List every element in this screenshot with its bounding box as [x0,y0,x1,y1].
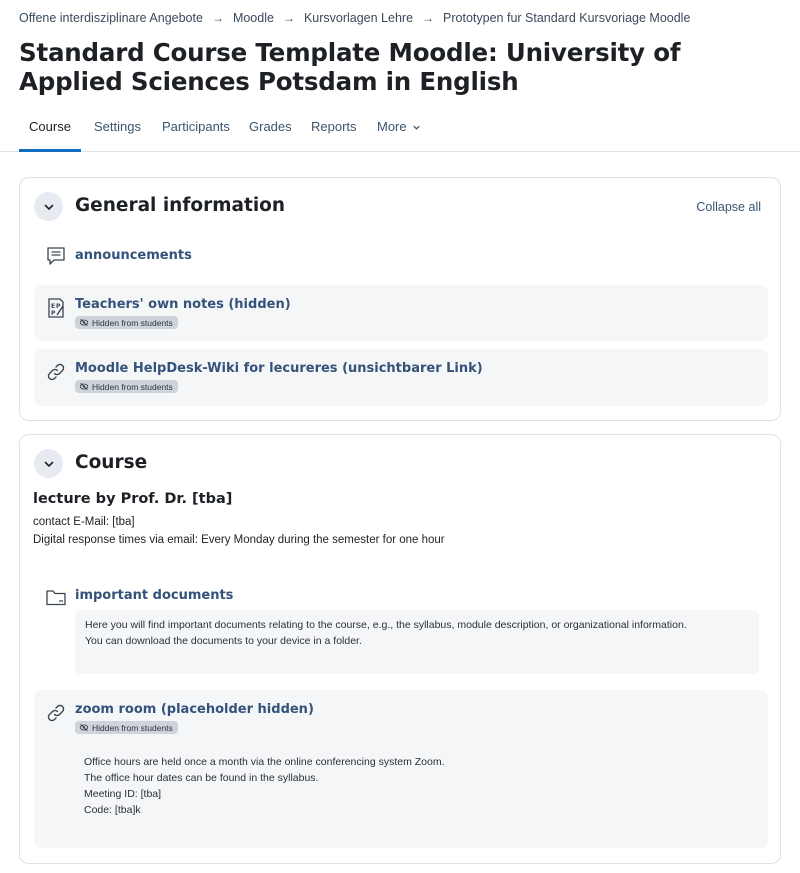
eye-slash-icon [79,382,89,391]
description-line: Office hours are held once a month via the online conferencing system Zoom. [84,756,445,768]
link-icon [45,361,67,383]
activity-description [75,610,759,674]
activity-announcements [34,233,768,273]
chevron-down-icon [42,200,56,214]
tab-settings[interactable]: Settings [94,119,141,134]
section-title: Course [75,452,148,473]
hidden-badge [75,721,178,734]
hidden-badge-label: Hidden from students [92,381,173,392]
hidden-badge-label: Hidden from students [92,317,173,328]
svg-text:P: P [56,303,61,310]
folder-icon [45,586,67,608]
breadcrumb [19,11,690,25]
activity-link[interactable]: Moodle HelpDesk-Wiki for lecureres (unsichtbarer Link) [75,361,483,376]
breadcrumb-item[interactable]: Prototypen fur Standard Kursvoriage Moodle [443,11,691,25]
activity-important-documents [34,576,768,676]
eye-slash-icon [79,318,89,327]
section-course [19,434,781,864]
svg-text:P: P [51,310,56,317]
description-line: Meeting ID: [tba] [84,788,162,800]
section-title: General information [75,195,286,216]
breadcrumb-item[interactable]: Kursvorlagen Lehre [303,11,414,25]
description-line: Code: [tba]k [84,804,141,816]
activity-link[interactable]: announcements [75,248,192,263]
hidden-badge-label: Hidden from students [92,722,173,733]
svg-text:E: E [51,303,56,310]
forum-icon [45,245,67,267]
activity-link[interactable]: important documents [75,588,234,603]
tab-grades[interactable]: Grades [249,119,292,134]
breadcrumb-item[interactable]: Offene interdisziplinare Angebote [19,11,203,25]
notes-icon [45,297,67,319]
chevron-down-icon [412,123,421,132]
arrow-right-icon: → [422,11,435,25]
section-general-information [19,177,781,421]
arrow-right-icon: → [211,11,224,25]
tab-course[interactable]: Course [19,108,81,152]
tab-reports[interactable]: Reports [311,119,357,134]
link-icon [45,702,67,724]
activity-link[interactable]: Teachers' own notes (hidden) [75,297,291,312]
page-title: Standard Course Template Moodle: University of Applied Sciences Potsdam in English [19,38,681,96]
hidden-badge [75,380,178,393]
arrow-right-icon: → [282,11,295,25]
tab-more[interactable] [377,108,421,152]
tab-participants[interactable]: Participants [162,119,230,134]
tab-more-label: More [377,119,407,134]
contact-email-text: contact E-Mail: [tba] [33,516,135,528]
collapse-all-link[interactable]: Collapse all [696,200,761,214]
description-line: The office hour dates can be found in the syllabus. [84,772,319,784]
activity-zoom-room [34,690,768,848]
eye-slash-icon [79,723,89,732]
hidden-badge [75,316,178,329]
chevron-down-icon [42,457,56,471]
course-nav-tabs [0,108,800,152]
section-subtitle: lecture by Prof. Dr. [tba] [33,491,233,507]
breadcrumb-item[interactable]: Moodle [232,11,274,25]
activity-helpdesk-wiki [34,349,768,406]
activity-link[interactable]: zoom room (placeholder hidden) [75,702,314,717]
activity-teachers-notes [34,285,768,341]
description-line: Here you will find important documents relating to the course, e.g., the syllabus, module description, or organizational information. [85,619,687,631]
section-toggle-button[interactable] [34,449,63,478]
description-line: You can download the documents to your device in a folder. [85,635,362,647]
activity-description [84,754,445,818]
section-toggle-button[interactable] [34,192,63,221]
response-times-text: Digital response times via email: Every Monday during the semester for one hour [33,534,445,546]
